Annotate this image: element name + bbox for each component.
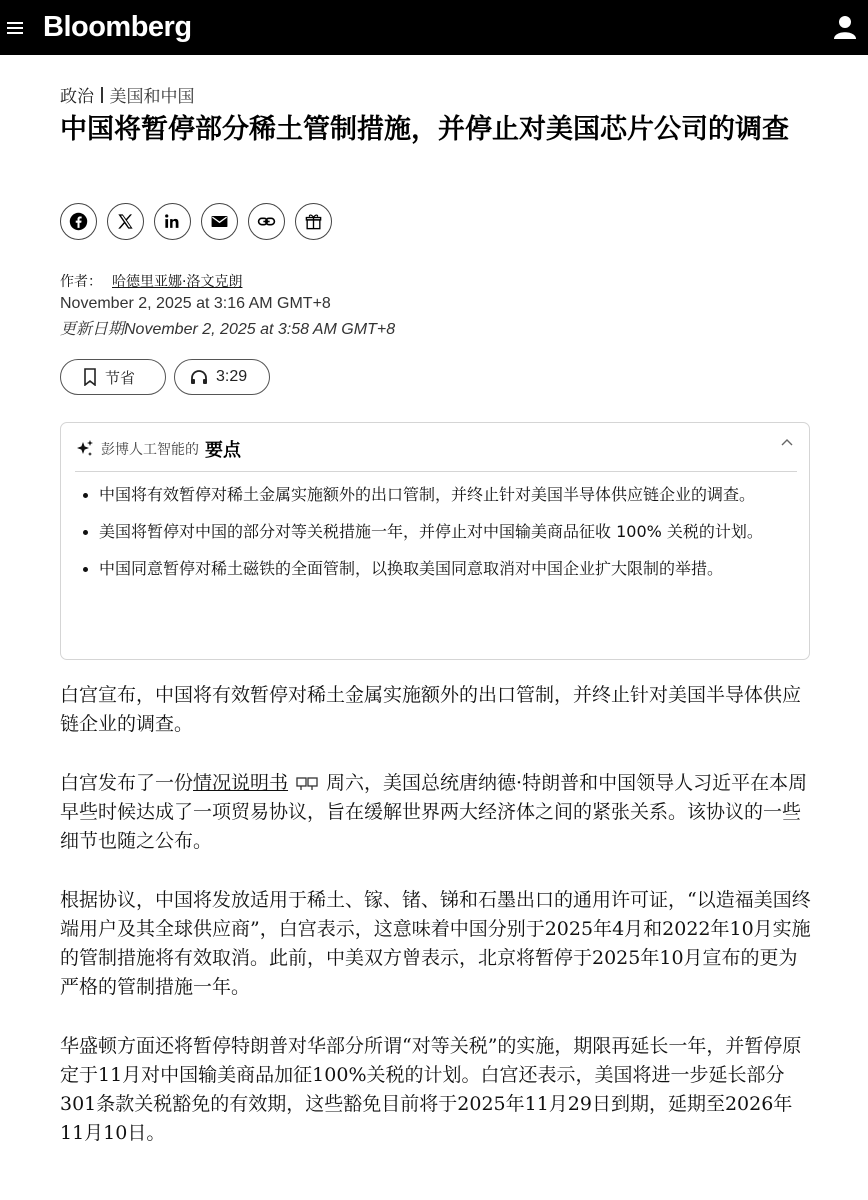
subcategory-link[interactable]: 美国和中国 [109,87,195,107]
paragraph-text: 白宫发布了一份 [60,772,194,794]
paragraph: 白宫宣布，中国将有效暂停对稀土金属实施额外的出口管制，并终止针对美国半导体供应链企业的调查。 [60,684,802,735]
article-body [60,681,812,1178]
author-link[interactable]: 哈德里亚娜·洛文克朗 [112,274,243,290]
bloomberg-logo[interactable]: Bloomberg [43,11,192,43]
sparkle-icon [75,439,95,459]
summary-item: 美国将暂停对中国的部分对等关税措施一年，并停止对中国输美商品征收 100% 关税的计划。 [83,520,783,543]
paragraph: 根据协议，中国将发放适用于稀土、镓、锗、锑和石墨出口的通用许可证，“以造福美国终端用户及其全球供应商”，白宫表示，这意味着中国分别于2025年4月和2022年10月实施的管制措施将有效取消。此前，中美双方曾表示，北京将暂停于2025年10月宣布的更为严格的管制措施一年。 [60,889,811,998]
summary-item: 中国同意暂停对稀土磁铁的全面管制，以换取美国同意取消对中国企业扩大限制的举措。 [83,557,783,580]
paragraph: 华盛顿方面还将暂停特朗普对华部分所谓“对等关税”的实施，期限再延长一年，并暂停原定于11月对中国输美商品加征100%关税的计划。白宫还表示，美国将进一步延长部分301条款关税豁免的有效期，这些豁免目前将于2025年11月29日到期，延期至2026年11月10日。 [60,1035,802,1144]
summary-divider [75,471,797,472]
published-date: November 2, 2025 at 3:16 AM GMT+8 [60,295,331,312]
email-icon [210,212,229,231]
gift-article-button[interactable] [295,203,332,240]
hamburger-menu-icon[interactable] [7,22,23,34]
summary-item: 中国将有效暂停对稀土金属实施额外的出口管制，并终止针对美国半导体供应链企业的调查。 [83,483,783,506]
email-share-button[interactable] [201,203,238,240]
paragraph [60,769,812,856]
summary-title: 要点 [205,440,241,461]
category-link[interactable]: 政治 [60,87,94,107]
facebook-share-button[interactable] [60,203,97,240]
x-share-button[interactable] [107,203,144,240]
fact-sheet-link[interactable]: 情况说明书 [193,772,289,794]
summary-list [83,483,783,594]
save-label: 节省 [105,368,136,387]
breadcrumb-divider [101,87,103,103]
headphones-icon [190,369,208,385]
bookmark-icon [83,368,97,386]
linkedin-icon [163,212,182,231]
ai-summary-box [60,422,810,660]
linkedin-share-button[interactable] [154,203,191,240]
listen-duration: 3:29 [216,368,248,385]
listen-button[interactable] [174,359,270,395]
share-bar [60,203,332,240]
user-account-icon[interactable] [834,15,856,39]
external-reference-icon[interactable] [296,777,318,791]
chevron-up-icon[interactable] [781,437,793,449]
article-title: 中国将暂停部分稀土管制措施，并停止对美国芯片公司的调查 [60,114,789,145]
byline [60,271,242,291]
paragraph-text: 周六，美国总统唐纳德·特朗普和中国领导人习近平在本周早些时候达成了一项贸易协议，旨在缓解世界两大经济体之间的紧张关系。该协议的一些细节也随之公布。 [60,772,808,852]
byline-label: 作者： [60,274,102,290]
link-icon [257,212,276,231]
top-nav-bar [0,0,868,55]
copy-link-button[interactable] [248,203,285,240]
x-icon [116,212,135,231]
gift-icon [304,212,323,231]
breadcrumb [60,82,195,107]
updated-date: 更新日期November 2, 2025 at 3:58 AM GMT+8 [60,321,396,338]
summary-prefix: 彭博人工智能的 [101,442,199,458]
summary-header [75,436,241,462]
facebook-icon [69,212,88,231]
save-button[interactable] [60,359,166,395]
